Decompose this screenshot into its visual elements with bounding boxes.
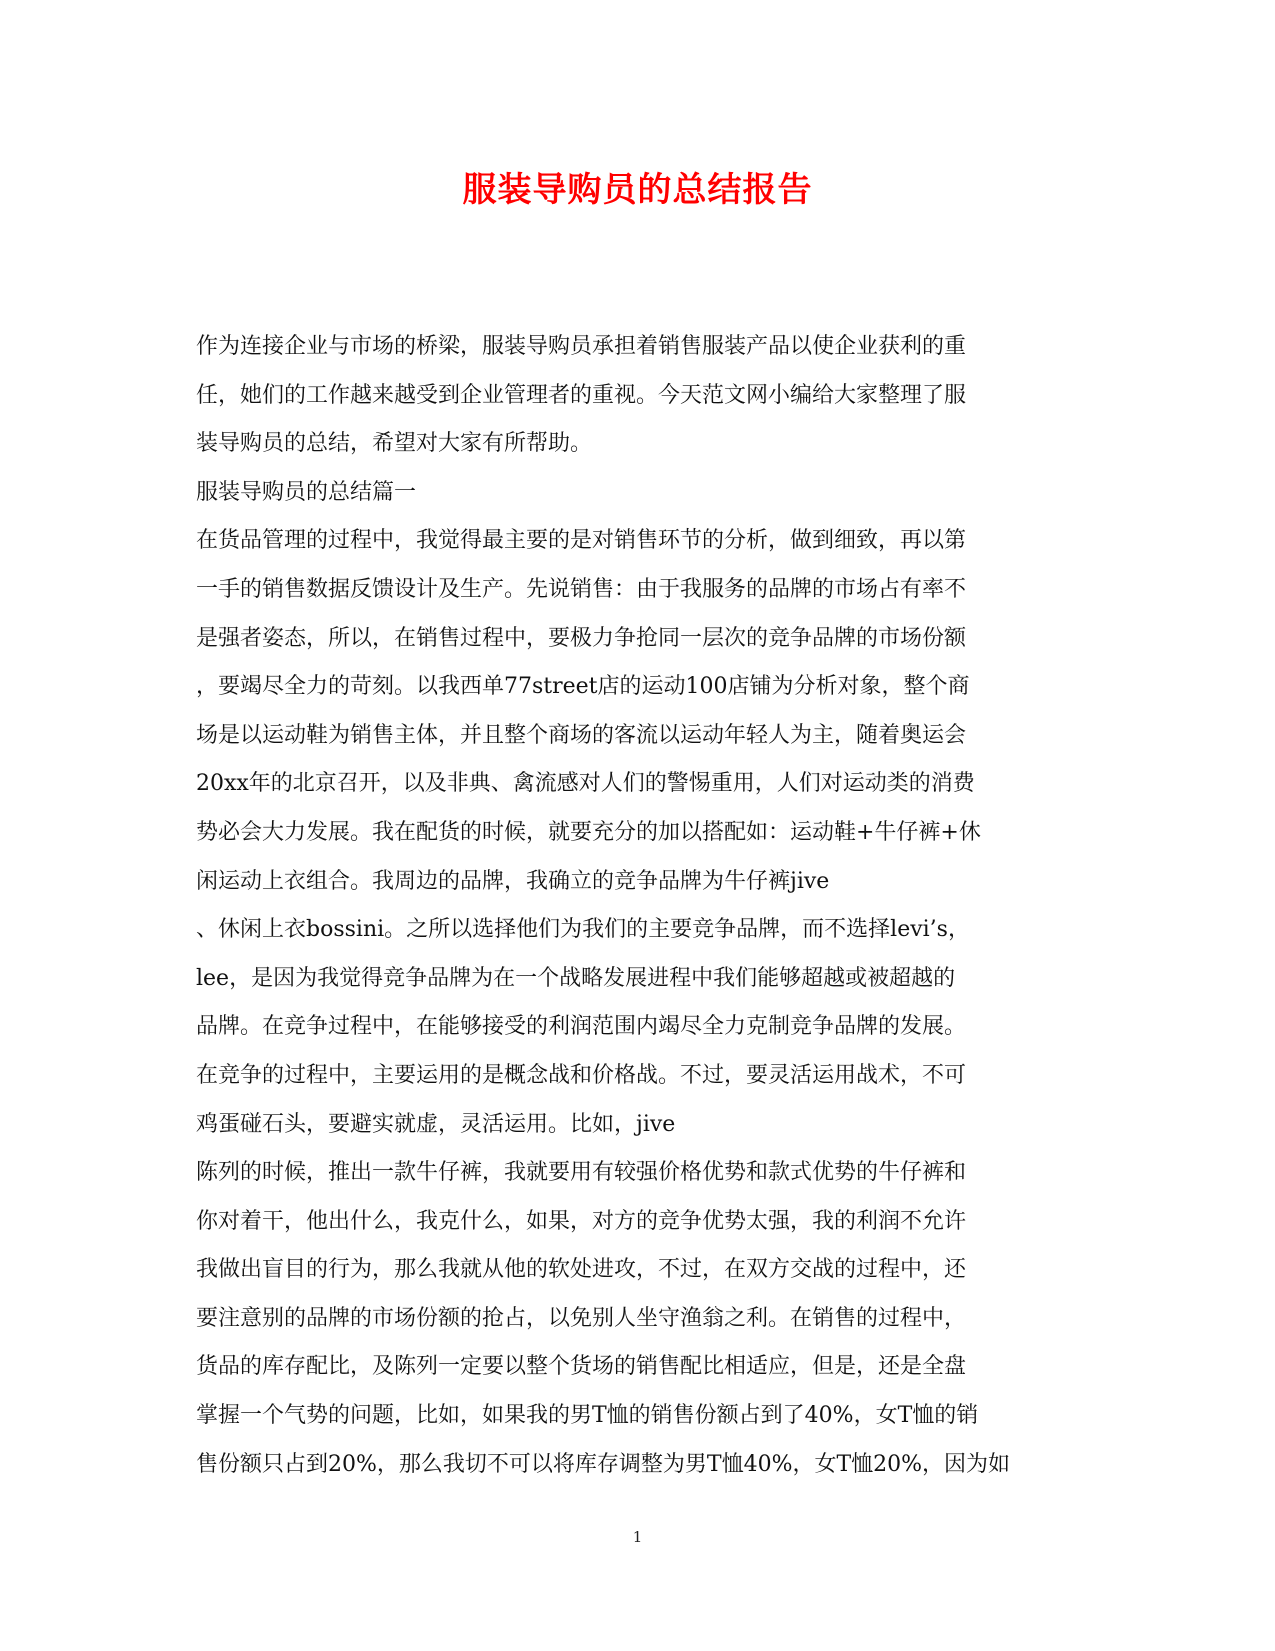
body-line: 售份额只占到20%，那么我切不可以将库存调整为男T恤40%，女T恤20%，因为如	[196, 1451, 1011, 1477]
body-line: 要注意别的品牌的市场份额的抢占，以免别人坐守渔翁之利。在销售的过程中，	[196, 1305, 967, 1331]
body-line: 势必会大力发展。我在配货的时候，就要充分的加以搭配如：运动鞋+牛仔裤+休	[196, 819, 981, 845]
body-line: 作为连接企业与市场的桥梁，服装导购员承担着销售服装产品以使企业获利的重	[196, 334, 967, 359]
body-line: 在货品管理的过程中，我觉得最主要的是对销售环节的分析，做到细致，再以第	[196, 528, 967, 554]
body-line: 是强者姿态，所以，在销售过程中，要极力争抢同一层次的竞争品牌的市场份额	[196, 625, 967, 651]
body-line: lee，是因为我觉得竞争品牌为在一个战略发展进程中我们能够超越或被超越的	[196, 965, 956, 991]
body-line: 场是以运动鞋为销售主体，并且整个商场的客流以运动年轻人为主，随着奥运会	[196, 722, 967, 748]
body-line: 在竞争的过程中，主要运用的是概念战和价格战。不过，要灵活运用战术，不可	[196, 1062, 967, 1088]
body-line: 陈列的时候，推出一款牛仔裤，我就要用有较强价格优势和款式优势的牛仔裤和	[196, 1160, 967, 1186]
body-line: 品牌。在竞争过程中，在能够接受的利润范围内竭尽全力克制竞争品牌的发展。	[196, 1014, 967, 1040]
document-body	[196, 323, 1076, 1489]
body-line: 任，她们的工作越来越受到企业管理者的重视。今天范文网小编给大家整理了服	[196, 382, 967, 408]
body-line: ，要竭尽全力的苛刻。以我西单77street店的运动100店铺为分析对象，整个商	[196, 674, 970, 700]
body-line: 、休闲上衣bossini。之所以选择他们为我们的主要竞争品牌，而不选择levi’s，	[196, 917, 970, 943]
body-line: 鸡蛋碰石头，要避实就虚，灵活运用。比如，jive	[196, 1111, 676, 1137]
section-heading: 服装导购员的总结篇一	[196, 479, 417, 505]
body-line: 你对着干，他出什么，我克什么，如果，对方的竞争优势太强，我的利润不允许	[196, 1208, 967, 1234]
body-line: 我做出盲目的行为，那么我就从他的软处进攻，不过，在双方交战的过程中，还	[196, 1257, 967, 1283]
body-line: 货品的库存配比，及陈列一定要以整个货场的销售配比相适应，但是，还是全盘	[196, 1354, 967, 1380]
page-number: 1	[632, 1528, 643, 1546]
document-title: 服装导购员的总结报告	[462, 170, 813, 210]
body-line: 20xx年的北京召开，以及非典、禽流感对人们的警惕重用，人们对运动类的消费	[196, 771, 975, 797]
body-line: 闲运动上衣组合。我周边的品牌，我确立的竞争品牌为牛仔裤jive	[196, 868, 830, 894]
body-line: 一手的销售数据反馈设计及生产。先说销售：由于我服务的品牌的市场占有率不	[196, 576, 967, 602]
body-line: 装导购员的总结，希望对大家有所帮助。	[196, 431, 593, 457]
body-line: 掌握一个气势的问题，比如，如果我的男T恤的销售份额占到了40%，女T恤的销	[196, 1403, 979, 1429]
